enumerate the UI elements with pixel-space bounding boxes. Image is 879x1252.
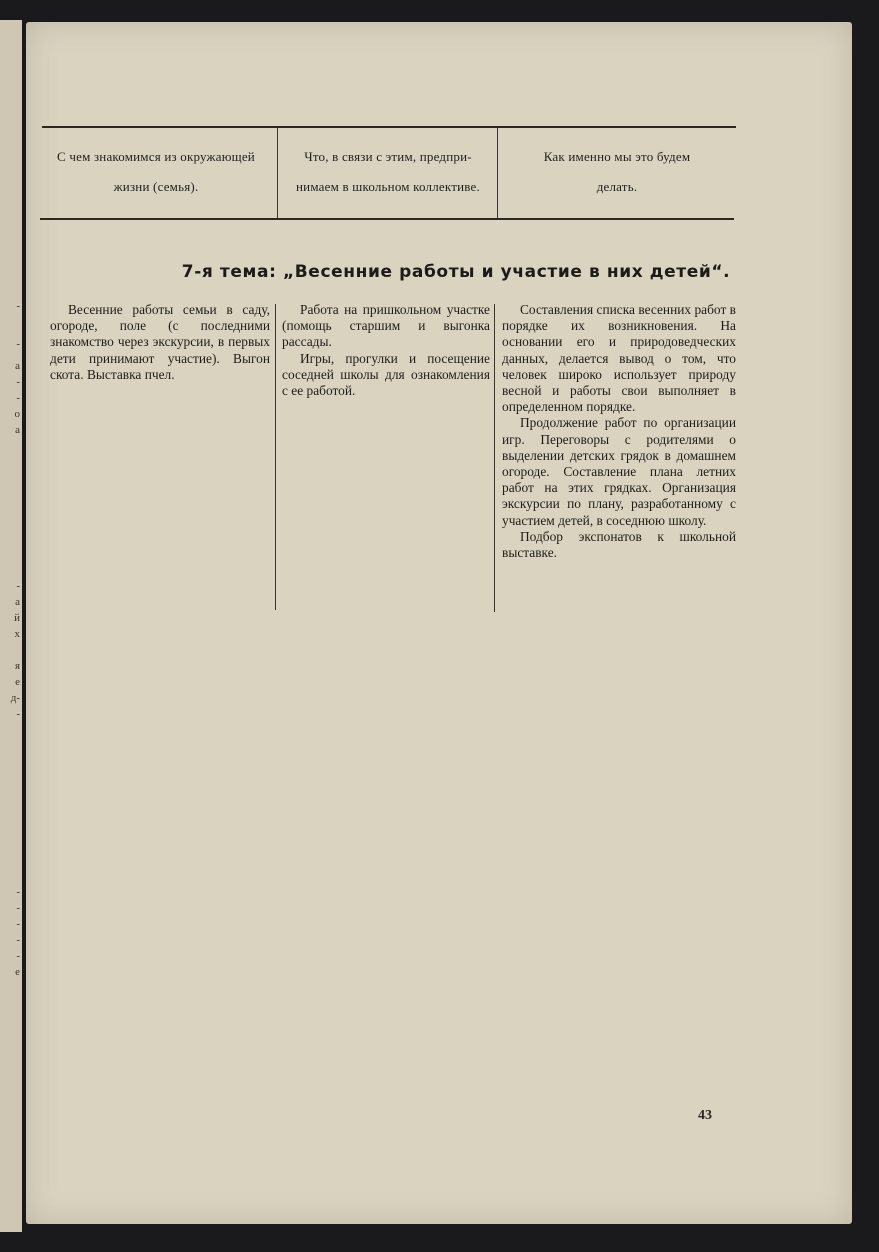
edge-fragment: о	[14, 408, 20, 420]
edge-fragment: -	[16, 886, 20, 898]
column-surroundings	[50, 302, 270, 383]
edge-fragment: -	[16, 376, 20, 388]
paragraph: Игры, прогулки и посещение соседней школы для ознакомления с ее работой.	[282, 350, 490, 399]
edge-fragment: -	[16, 708, 20, 720]
edge-fragment: д-	[10, 692, 20, 704]
header-line: жизни (семья).	[113, 179, 199, 194]
book-page	[26, 22, 852, 1224]
paragraph: Составления списка весенних работ в порядке их возникновения. На основании его и природоведческих данных, делается вывод о том, что человек широко использует природу весной и работы свои выполняет в определенном порядке.	[502, 302, 736, 415]
edge-fragment: -	[16, 300, 20, 312]
edge-fragment: й	[14, 612, 20, 624]
edge-fragment: -	[16, 392, 20, 404]
paragraph: Весенние работы семьи в саду, огороде, поле (с последними знакомство через экскурсии, в первых дети принимают участие). Выгон скота. Выставка пчел.	[50, 302, 270, 382]
header-line: С чем знакомимся из окружающей	[57, 149, 255, 164]
header-line: Что, в связи с этим, предпри-	[304, 149, 472, 164]
edge-fragment: -	[16, 934, 20, 946]
page-number: 43	[698, 1108, 712, 1123]
paragraph: Подбор экспонатов к школьной выставке.	[502, 528, 736, 561]
header-bottom-rule	[40, 218, 734, 220]
column-divider	[275, 304, 276, 610]
header-line: Как именно мы это будем	[543, 149, 691, 164]
header-line: нимаем в школьном коллективе.	[296, 179, 480, 194]
edge-fragment: -	[16, 918, 20, 930]
header-cell-method	[499, 142, 735, 202]
header-divider	[277, 128, 278, 218]
paragraph: Продолжение работ по организации игр. Переговоры с родителями о выделении детских грядок в домашнем огороде. Составление плана летних работ на этих грядках. Организация экскурсии по плану, разработанному с участием детей, в соседнюю школу.	[502, 415, 736, 528]
section-title: 7-я тема: „Весенние работы и участие в них детей“.	[181, 262, 731, 282]
edge-fragment: х	[14, 628, 20, 640]
edge-fragment: -	[16, 950, 20, 962]
edge-fragment: а	[15, 360, 20, 372]
paragraph: Работа на пришкольном участке (помощь старшим и выгонка рассады.	[282, 302, 490, 350]
edge-fragment: -	[16, 338, 20, 350]
edge-fragment: е	[15, 676, 20, 688]
column-school-actions	[282, 302, 490, 399]
header-cell-school-actions	[279, 142, 497, 202]
edge-fragment: я	[14, 660, 20, 672]
column-divider	[494, 304, 495, 612]
edge-fragment: -	[16, 580, 20, 592]
edge-fragment: -	[16, 902, 20, 914]
column-method	[502, 302, 736, 561]
edge-fragment: а	[15, 424, 20, 436]
header-top-rule	[42, 126, 736, 128]
header-line: делать.	[596, 179, 638, 194]
edge-fragment: е	[15, 966, 20, 978]
left-page-edge	[0, 20, 22, 1232]
header-cell-surroundings	[36, 142, 276, 202]
header-divider	[497, 128, 498, 218]
edge-fragment: а	[15, 596, 20, 608]
